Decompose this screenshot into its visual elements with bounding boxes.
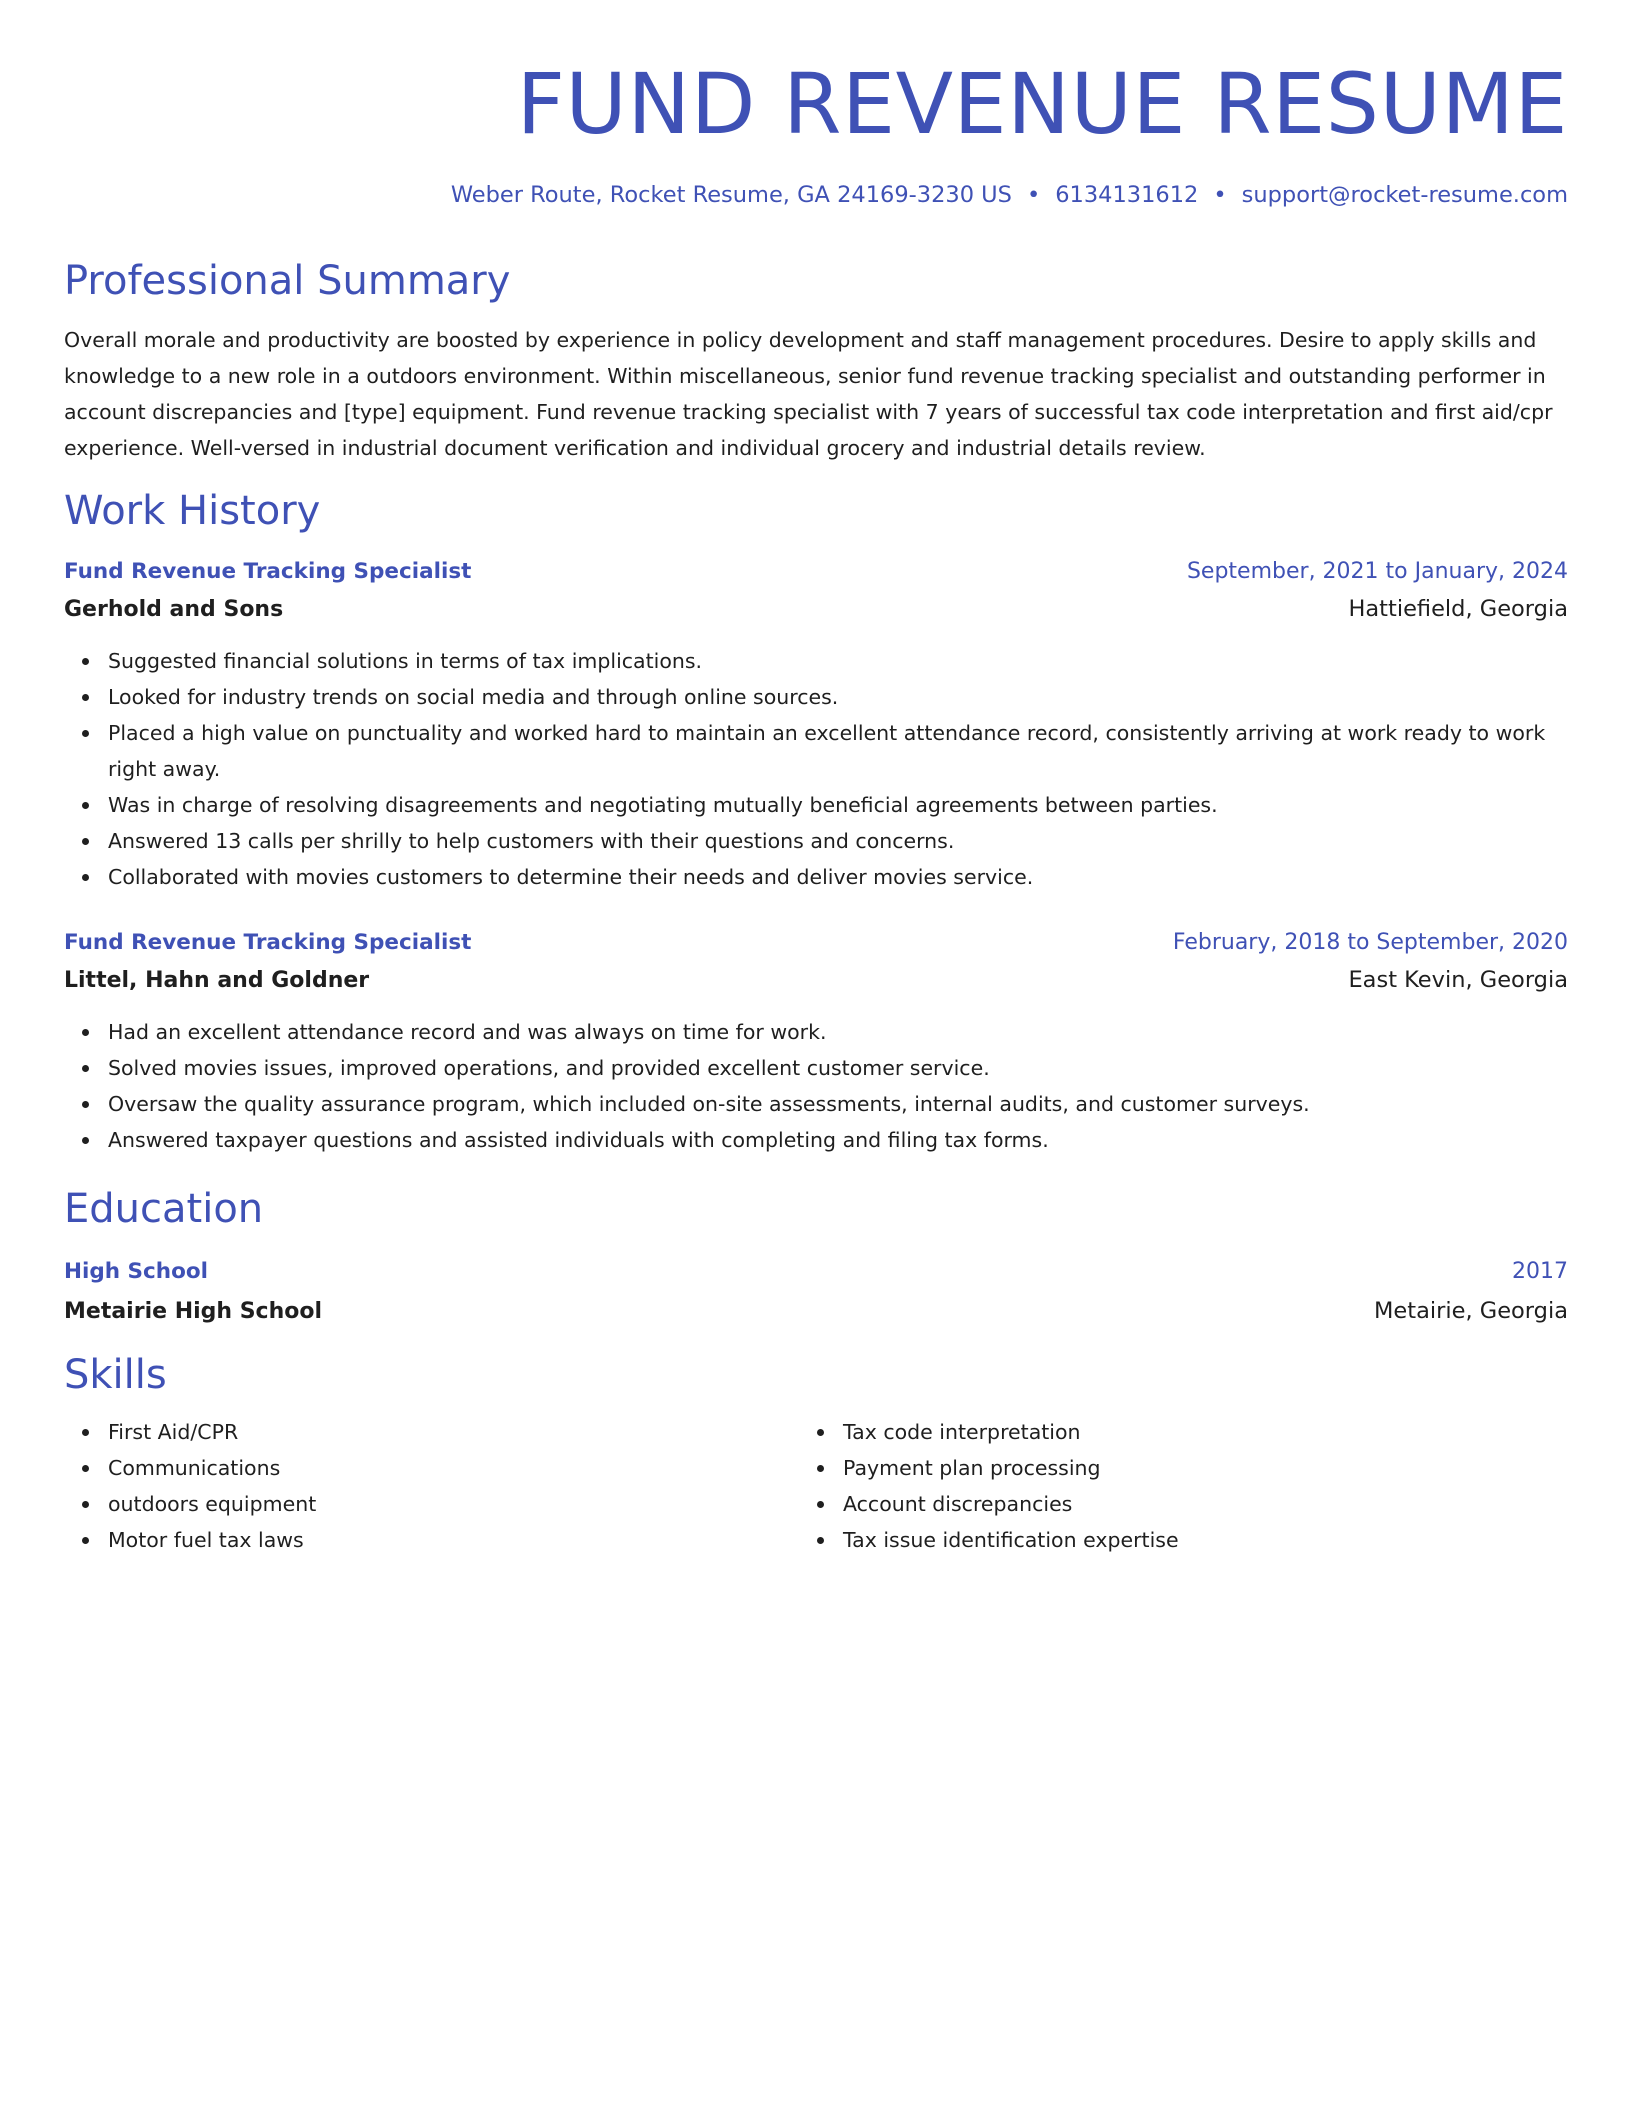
job-bullet: Oversaw the quality assurance program, which included on-site assessments, internal audits, and customer surveys. [108,1086,1568,1122]
job-entry [64,554,1568,895]
job-bullet: Answered 13 calls per shrilly to help customers with their questions and concerns. [108,823,1568,859]
job-bullet: Suggested financial solutions in terms of tax implications. [108,643,1568,679]
job-dates: September, 2021 to January, 2024 [1186,559,1568,584]
skills-column-left [64,1414,799,1558]
contact-separator: • [1213,182,1227,208]
education-school: Metairie High School [64,1299,323,1324]
skill-item: Account discrepancies [843,1486,1534,1522]
skill-item: Tax issue identification expertise [843,1522,1534,1558]
job-company: Littel, Hahn and Goldner [64,968,370,993]
education-heading: Education [64,1186,264,1232]
job-bullet: Answered taxpayer questions and assisted individuals with completing and filing tax forms. [108,1122,1568,1158]
job-dates: February, 2018 to September, 2020 [1172,930,1568,955]
summary-heading: Professional Summary [64,258,511,304]
job-title: Fund Revenue Tracking Specialist [64,930,472,955]
job-bullet: Had an excellent attendance record and was always on time for work. [108,1014,1568,1050]
skills-heading: Skills [64,1352,167,1398]
contact-separator: • [1026,182,1041,208]
work-history-heading: Work History [64,488,321,534]
skill-item: Motor fuel tax laws [108,1522,799,1558]
job-company: Gerhold and Sons [64,597,284,622]
education-degree: High School [64,1259,208,1284]
skill-item: Tax code interpretation [843,1414,1534,1450]
skill-item: Communications [108,1450,799,1486]
job-location: Hattiefield, Georgia [1348,596,1568,622]
job-bullets [64,1014,1568,1158]
job-bullet: Solved movies issues, improved operations, and provided excellent customer service. [108,1050,1568,1086]
job-bullets [64,643,1568,895]
job-bullet: Collaborated with movies customers to determine their needs and deliver movies service. [108,859,1568,895]
contact-phone: 6134131612 [1055,182,1199,208]
contact-email: support@rocket-resume.com [1241,182,1568,208]
contact-line [64,180,1568,210]
job-entry [64,925,1568,1158]
job-title: Fund Revenue Tracking Specialist [64,559,472,584]
job-bullet: Placed a high value on punctuality and worked hard to maintain an excellent attendance record, consistently arriving at work ready to work right away. [108,715,1568,787]
summary-text: Overall morale and productivity are boosted by experience in policy development and staff management procedures. Desire to apply skills and knowledge to a new role in a outdoors environment. Within miscellaneous, senior fund revenue tracking specialist and outstanding performer in account discrepancies and [type] equipment. Fund revenue tracking specialist with 7 years of successful tax code interpretation and first aid/cpr experience. Well-versed in industrial document verification and individual grocery and industrial details review. [64,328,1553,460]
education-entry [64,1254,1568,1334]
contact-address: Weber Route, Rocket Resume, GA 24169-3230 US [450,182,1012,208]
skill-item: First Aid/CPR [108,1414,799,1450]
job-bullet: Looked for industry trends on social media and through online sources. [108,679,1568,715]
skill-item: outdoors equipment [108,1486,799,1522]
job-bullet: Was in charge of resolving disagreements and negotiating mutually beneficial agreements between parties. [108,787,1568,823]
skills-column-right [799,1414,1534,1558]
skill-item: Payment plan processing [843,1450,1534,1486]
education-location: Metairie, Georgia [1374,1298,1568,1324]
education-year: 2017 [1512,1259,1568,1284]
resume-title: FUND REVENUE RESUME [516,55,1568,153]
job-location: East Kevin, Georgia [1348,967,1568,993]
skills-grid [64,1414,1568,1558]
